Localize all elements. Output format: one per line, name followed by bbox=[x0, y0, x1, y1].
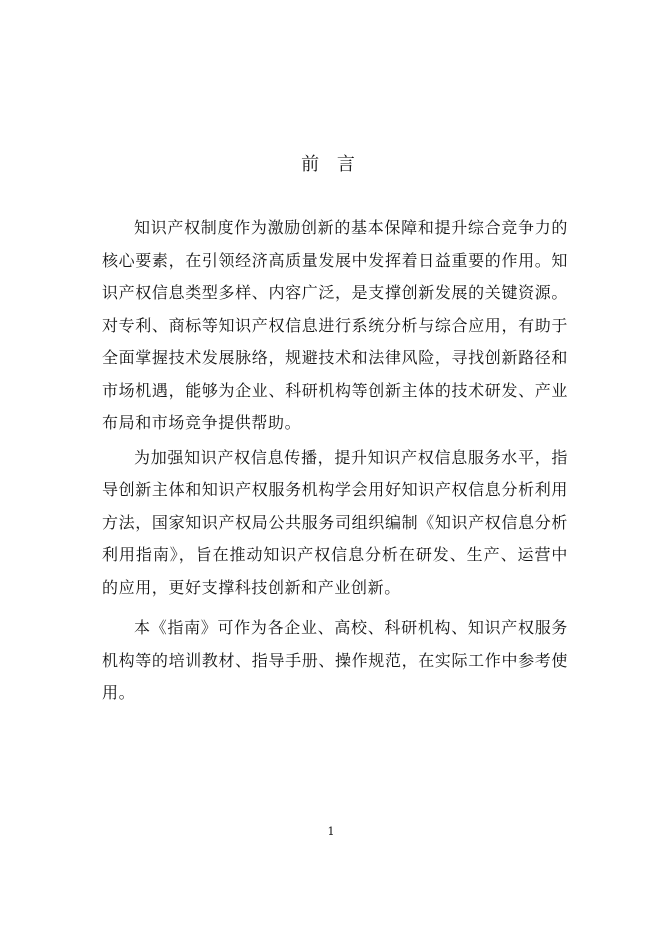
paragraph-1: 知识产权制度作为激励创新的基本保障和提升综合竞争力的核心要素，在引领经济高质量发展中发挥着日益重要的作用。知识产权信息类型多样、内容广泛，是支撑创新发展的关键资源。对专利、商标等知识产权信息进行系统分析与综合应用，有助于全面掌握技术发展脉络，规避技术和法律风险，寻找创新路径和市场机遇，能够为企业、科研机构等创新主体的技术研发、产业布局和市场竞争提供帮助。 bbox=[102, 218, 568, 432]
paragraph-3: 本《指南》可作为各企业、高校、科研机构、知识产权服务机构等的培训教材、指导手册、操作规范，在实际工作中参考使用。 bbox=[102, 618, 568, 702]
body-text bbox=[102, 212, 568, 710]
page-number: 1 bbox=[327, 825, 335, 838]
page-title: 前 言 bbox=[301, 154, 361, 175]
paragraph-2: 为加强知识产权信息传播，提升知识产权信息服务水平，指导创新主体和知识产权服务机构学会用好知识产权信息分析利用方法，国家知识产权局公共服务司组织编制《知识产权信息分析利用指南》，旨在推动知识产权信息分析在研发、生产、运营中的应用，更好支撑科技创新和产业创新。 bbox=[102, 447, 568, 597]
